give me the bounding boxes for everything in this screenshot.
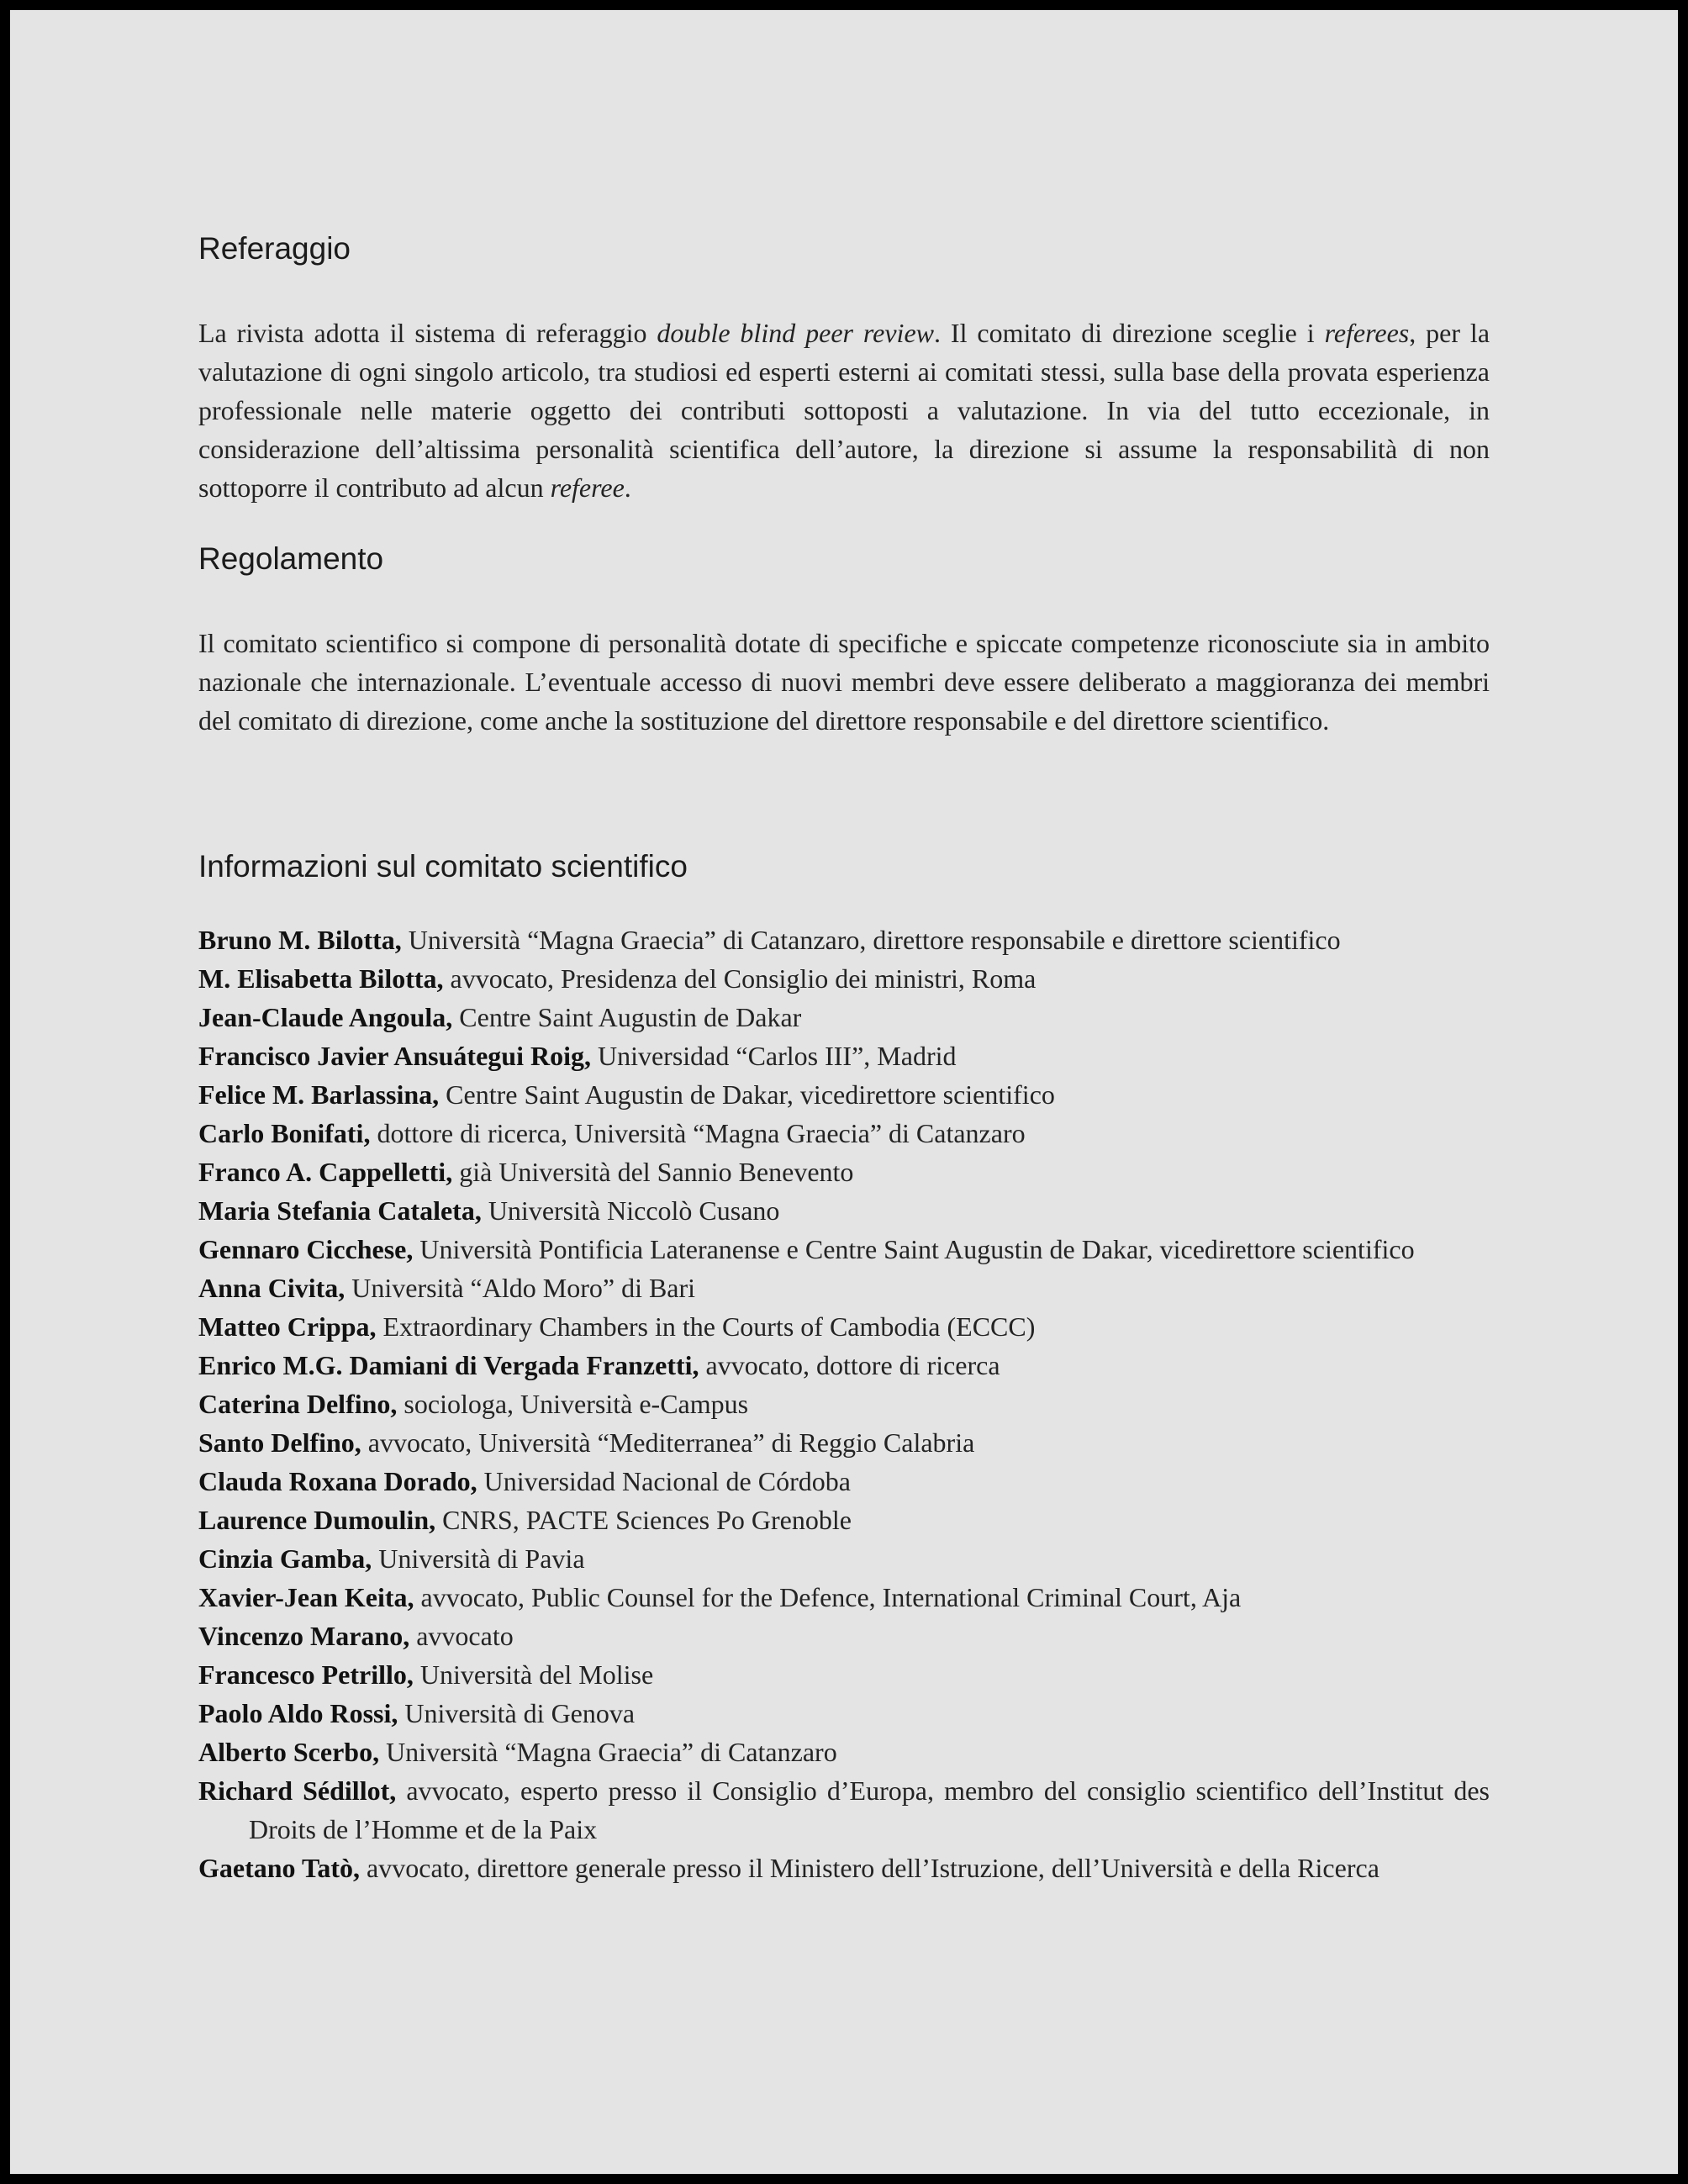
member-affiliation: avvocato, Università “Mediterranea” di Reggio Calabria (361, 1427, 975, 1458)
member-item (198, 1153, 1490, 1191)
member-item (198, 1191, 1490, 1230)
member-affiliation: Università “Aldo Moro” di Bari (345, 1273, 696, 1303)
member-affiliation: avvocato, Public Counsel for the Defence, International Criminal Court, Aja (414, 1582, 1242, 1612)
member-item (198, 1617, 1490, 1655)
member-name: Matteo Crippa, (198, 1311, 377, 1342)
referaggio-text-1: La rivista adotta il sistema di referaggio (198, 318, 657, 348)
member-item (198, 1114, 1490, 1153)
member-name: Anna Civita, (198, 1273, 346, 1303)
referaggio-emphasis-1: double blind peer review (657, 318, 934, 348)
member-affiliation: Università di Genova (398, 1698, 636, 1728)
member-item (198, 1578, 1490, 1617)
member-affiliation: Università Niccolò Cusano (481, 1195, 780, 1226)
member-affiliation: Centre Saint Augustin de Dakar (452, 1002, 802, 1032)
member-affiliation: Extraordinary Chambers in the Courts of Cambodia (ECCC) (376, 1311, 1036, 1342)
member-name: Laurence Dumoulin, (198, 1505, 436, 1535)
member-name: Carlo Bonifati, (198, 1118, 371, 1148)
member-name: Santo Delfino, (198, 1427, 361, 1458)
member-affiliation: avvocato, Presidenza del Consiglio dei ministri, Roma (443, 963, 1037, 994)
member-name: Enrico M.G. Damiani di Vergada Franzetti, (198, 1350, 699, 1380)
member-name: Francisco Javier Ansuátegui Roig, (198, 1041, 591, 1071)
document-page (10, 10, 1678, 2174)
referaggio-heading: Referaggio (198, 231, 351, 266)
member-name: Francesco Petrillo, (198, 1659, 414, 1690)
member-item (198, 921, 1490, 959)
member-name: Caterina Delfino, (198, 1389, 398, 1419)
member-affiliation: avvocato, esperto presso il Consiglio d’Europa, membro del consiglio scientifico dell’Institut des Droits de l’Homme et de la Paix (249, 1775, 1490, 1844)
member-name: Xavier-Jean Keita, (198, 1582, 414, 1612)
member-name: M. Elisabetta Bilotta, (198, 963, 444, 994)
member-affiliation: Centre Saint Augustin de Dakar, vicedirettore scientifico (439, 1079, 1055, 1110)
member-affiliation: Università “Magna Graecia” di Catanzaro, direttore responsabile e direttore scientifico (401, 925, 1341, 955)
member-item (198, 1694, 1490, 1733)
member-affiliation: Università del Molise (413, 1659, 654, 1690)
member-item (198, 1655, 1490, 1694)
member-item (198, 1307, 1490, 1346)
member-item (198, 998, 1490, 1037)
member-item (198, 1539, 1490, 1578)
member-affiliation: CNRS, PACTE Sciences Po Grenoble (435, 1505, 852, 1535)
regolamento-paragraph: Il comitato scientifico si compone di personalità dotate di specifiche e spiccate competenze riconosciute sia in ambito nazionale che internazionale. L’eventuale accesso di nuovi membri deve essere deliberato a maggioranza dei membri del comitato di direzione, come anche la sostituzione del direttore responsabile e del direttore scientifico. (198, 628, 1490, 736)
regolamento-heading: Regolamento (198, 541, 384, 576)
member-affiliation: Universidad Nacional de Córdoba (477, 1466, 851, 1496)
referaggio-emphasis-3: referee (550, 472, 625, 503)
member-item (198, 1230, 1490, 1269)
member-item (198, 1771, 1490, 1849)
member-item (198, 1385, 1490, 1423)
member-item (198, 1849, 1490, 1887)
member-affiliation: dottore di ricerca, Università “Magna Graecia” di Catanzaro (370, 1118, 1026, 1148)
member-name: Jean-Claude Angoula, (198, 1002, 453, 1032)
member-name: Gennaro Cicchese, (198, 1234, 414, 1264)
member-item (198, 959, 1490, 998)
referaggio-emphasis-2: referees (1324, 318, 1410, 348)
member-item (198, 1423, 1490, 1462)
member-item (198, 1733, 1490, 1771)
member-affiliation: già Università del Sannio Benevento (452, 1157, 854, 1187)
member-name: Gaetano Tatò, (198, 1853, 361, 1883)
member-item (198, 1269, 1490, 1307)
member-affiliation: Università Pontificia Lateranense e Centre Saint Augustin de Dakar, vicedirettore scientifico (413, 1234, 1415, 1264)
member-name: Richard Sédillot, (198, 1775, 397, 1806)
referaggio-text-2: . Il comitato di direzione sceglie i (934, 318, 1325, 348)
member-item (198, 1501, 1490, 1539)
member-item (198, 1075, 1490, 1114)
member-name: Felice M. Barlassina, (198, 1079, 440, 1110)
member-name: Cinzia Gamba, (198, 1543, 372, 1574)
members-list (198, 921, 1490, 1887)
member-name: Vincenzo Marano, (198, 1621, 410, 1651)
member-name: Clauda Roxana Dorado, (198, 1466, 477, 1496)
member-name: Alberto Scerbo, (198, 1737, 380, 1767)
member-affiliation: Università “Magna Graecia” di Catanzaro (379, 1737, 837, 1767)
member-name: Franco A. Cappelletti, (198, 1157, 453, 1187)
member-name: Maria Stefania Cataleta, (198, 1195, 482, 1226)
member-affiliation: avvocato (409, 1621, 514, 1651)
referaggio-text-4: . (624, 472, 631, 503)
member-item (198, 1346, 1490, 1385)
comitato-heading: Informazioni sul comitato scientifico (198, 849, 688, 884)
member-affiliation: Università di Pavia (372, 1543, 585, 1574)
member-item (198, 1037, 1490, 1075)
member-name: Paolo Aldo Rossi, (198, 1698, 398, 1728)
member-affiliation: Universidad “Carlos III”, Madrid (590, 1041, 957, 1071)
referaggio-paragraph (198, 314, 1490, 507)
member-item (198, 1462, 1490, 1501)
member-name: Bruno M. Bilotta, (198, 925, 402, 955)
referaggio-text-3: , per la valutazione di ogni singolo articolo, tra studiosi ed esperti esterni ai comitati stessi, sulla base della provata esperienza professionale nelle materie oggetto dei contributi sottoposti a valutazione. In via del tutto eccezionale, in considerazione dell’altissima personalità scientifica dell’autore, la direzione si assume la responsabilità di non sottoporre il contributo ad alcun (198, 318, 1490, 503)
member-affiliation: sociologa, Università e-Campus (397, 1389, 749, 1419)
member-affiliation: avvocato, direttore generale presso il Ministero dell’Istruzione, dell’Università e della Ricerca (360, 1853, 1379, 1883)
member-affiliation: avvocato, dottore di ricerca (699, 1350, 1000, 1380)
